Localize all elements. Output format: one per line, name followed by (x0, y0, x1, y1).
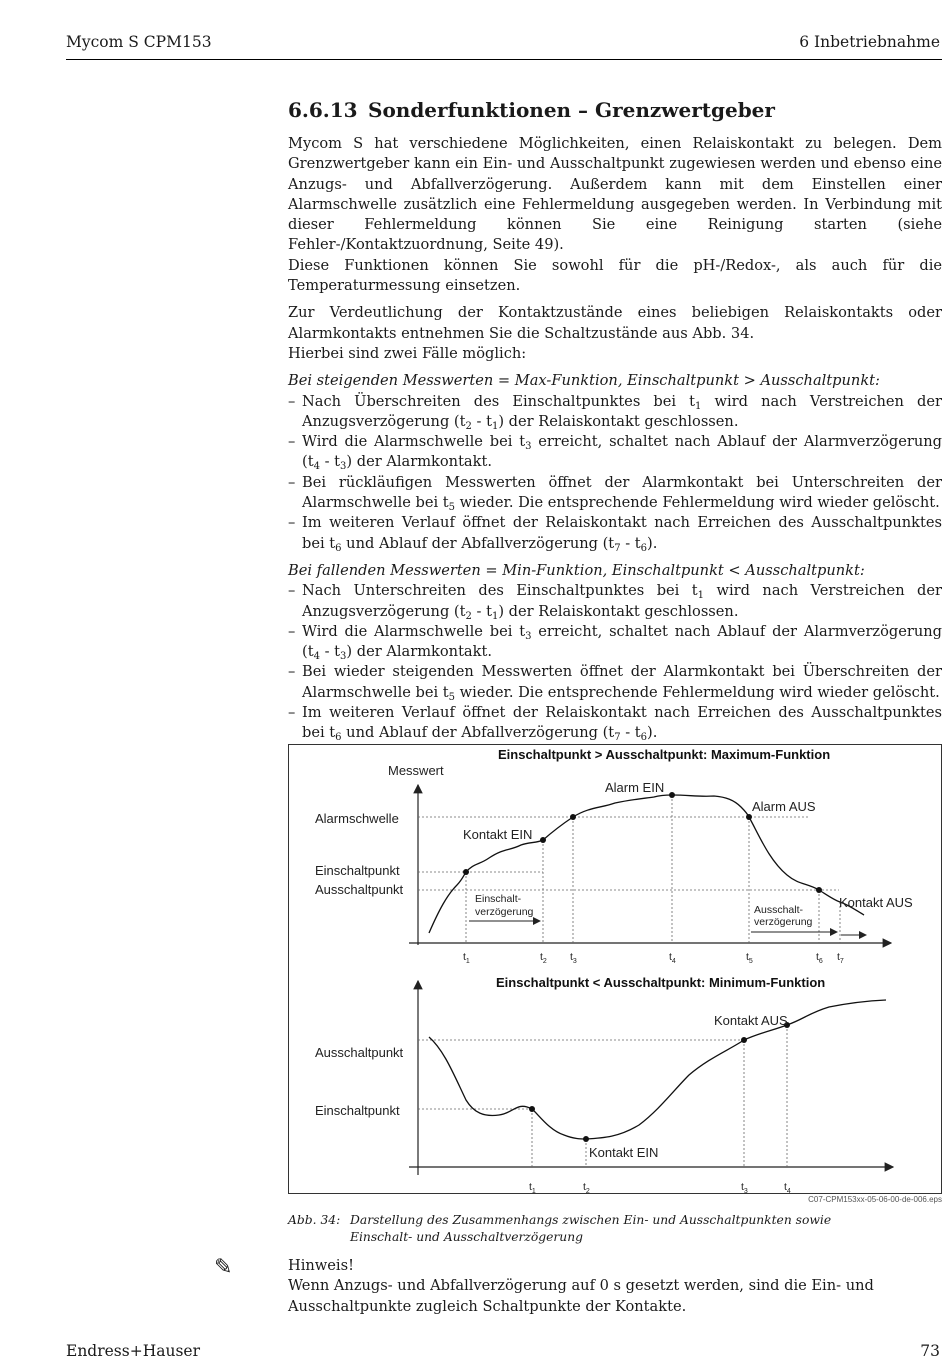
kontakt-ein-label-bottom: Kontakt EIN (589, 1145, 659, 1160)
tick-t5-top: $t_5$ (746, 951, 753, 965)
tick-t2-top: $t_2$ (540, 951, 547, 965)
case-min-title: Bei fallenden Messwerten = Min-Funktion, Einschaltpunkt < Ausschaltpunkt: (288, 561, 865, 579)
list-item: – Nach Überschreiten des Einschaltpunktes bei $t_1$ wird nach Verstreichen der Anzugsverzögerung $(t_2 - t_1)$ der Relaiskontakt geschlossen. (288, 392, 942, 433)
kontakt-aus-label-bottom: Kontakt AUS (714, 1013, 788, 1028)
tick-t2-bottom: $t_2$ (583, 1181, 590, 1195)
note-title: Hinweis! (288, 1257, 354, 1274)
bottom-measurement-curve (429, 1000, 886, 1139)
caption-text: Darstellung des Zusammenhangs zwischen Ein- und Ausschaltpunkten sowie Einschalt- und Ausschaltverzögerung (350, 1213, 832, 1244)
footer-company: Endress+Hauser (66, 1342, 200, 1360)
list-item: – Im weiteren Verlauf öffnet der Relaiskontakt nach Erreichen des Ausschaltpunktes bei $t_6$ und Ablauf der Abfallverzögerung $(t_7 - t_6)$. (288, 513, 942, 554)
einschaltpunkt-label-bottom: Einschaltpunkt (315, 1103, 400, 1118)
header-chapter: 6 Inbetriebnahme (799, 33, 940, 51)
body-text (288, 134, 942, 744)
footer-page-number: 73 (920, 1342, 940, 1360)
case-min-list (288, 581, 942, 743)
kontakt-ein-label-top: Kontakt EIN (463, 827, 533, 842)
ausschaltverzoegerung-label-2: verzögerung (754, 916, 813, 928)
caption-label: Abb. 34: (288, 1213, 341, 1227)
tick-t7-top: $t_7$ (837, 951, 844, 965)
figure-file-id: C07-CPM153xx-05-06-00-de-006.eps (808, 1195, 942, 1204)
ausschaltpunkt-label-bottom: Ausschaltpunkt (315, 1045, 404, 1060)
tick-t1-bottom: $t_1$ (529, 1181, 536, 1195)
pencil-icon: ✎ (214, 1255, 233, 1280)
case-max-list (288, 392, 942, 554)
alarm-aus-label: Alarm AUS (752, 799, 816, 814)
alarmschwelle-label: Alarmschwelle (315, 811, 399, 826)
list-item: – Bei rückläufigen Messwerten öffnet der Alarmkontakt bei Unterschreiten der Alarmschwelle bei $t_5$ wieder. Die entsprechende Fehlermeldung wird wieder gelöscht. (288, 473, 942, 514)
tick-t6-top: $t_6$ (816, 951, 823, 965)
alarm-ein-label: Alarm EIN (605, 780, 665, 795)
header-rule (66, 59, 942, 60)
bottom-diagram-title: Einschaltpunkt < Ausschaltpunkt: Minimum-Funktion (496, 975, 826, 990)
list-item: – Bei wieder steigenden Messwerten öffnet der Alarmkontakt bei Überschreiten der Alarmschwelle bei $t_5$ wieder. Die entsprechende Fehlermeldung wird wieder gelöscht. (288, 662, 942, 703)
tick-t3-bottom: $t_3$ (741, 1181, 748, 1195)
paragraph-2b: Hierbei sind zwei Fälle möglich: (288, 344, 527, 362)
kontakt-aus-label-top: Kontakt AUS (839, 895, 913, 910)
einschaltverzoegerung-label-1: Einschalt- (475, 893, 522, 905)
section-heading (288, 98, 775, 122)
top-time-labels (463, 951, 844, 965)
einschaltpunkt-label-top: Einschaltpunkt (315, 863, 400, 878)
figure-caption (288, 1212, 888, 1245)
tick-t1-top: $t_1$ (463, 951, 470, 965)
header-document-title: Mycom S CPM153 (66, 33, 212, 51)
bottom-time-guides (532, 1025, 787, 1167)
bottom-time-labels (529, 1181, 791, 1195)
tick-t3-top: $t_3$ (570, 951, 577, 965)
list-item: – Im weiteren Verlauf öffnet der Relaiskontakt nach Erreichen des Ausschaltpunktes bei $t_6$ und Ablauf der Abfallverzögerung $(t_7 - t_6)$. (288, 703, 942, 744)
paragraph-2: Zur Verdeutlichung der Kontaktzustände eines beliebigen Relaiskontakts oder Alarmkontakts entnehmen Sie die Schaltzustände aus Abb. 34. (288, 304, 942, 342)
switching-diagram (289, 745, 943, 1195)
list-item: – Nach Unterschreiten des Einschaltpunktes bei $t_1$ wird nach Verstreichen der Anzugsverzögerung $(t_2 - t_1)$ der Relaiskontakt geschlossen. (288, 581, 942, 622)
list-item: – Wird die Alarmschwelle bei $t_3$ erreicht, schaltet nach Ablauf der Alarmverzögerung $(t_4 - t_3)$ der Alarmkontakt. (288, 622, 942, 663)
paragraph-1b: Diese Funktionen können Sie sowohl für die pH-/Redox-, als auch für die Temperaturmessung einsetzen. (288, 256, 942, 295)
section-number: 6.6.13 (288, 98, 358, 122)
ausschaltpunkt-label-top: Ausschaltpunkt (315, 882, 404, 897)
tick-t4-bottom: $t_4$ (784, 1181, 791, 1195)
figure-switching-diagram (288, 744, 942, 1194)
top-diagram-title: Einschaltpunkt > Ausschaltpunkt: Maximum-Funktion (498, 747, 831, 762)
tick-t4-top: $t_4$ (669, 951, 676, 965)
einschaltverzoegerung-label-2: verzögerung (475, 906, 534, 918)
case-max-title: Bei steigenden Messwerten = Max-Funktion, Einschaltpunkt > Ausschaltpunkt: (288, 372, 880, 390)
list-item: – Wird die Alarmschwelle bei $t_3$ erreicht, schaltet nach Ablauf der Alarmverzögerung $(t_4 - t_3)$ der Alarmkontakt. (288, 432, 942, 473)
section-title: Sonderfunktionen – Grenzwertgeber (368, 98, 775, 122)
ausschaltverzoegerung-label-1: Ausschalt- (754, 904, 804, 916)
note-box (288, 1256, 942, 1317)
messwert-label: Messwert (388, 763, 444, 778)
paragraph-1: Mycom S hat verschiedene Möglichkeiten, einen Relaiskontakt zu belegen. Dem Grenzwertgeber kann ein Ein- und Ausschaltpunkt zugewiesen werden und ebenso eine Anzugs- und Abfallverzögerung. Außerdem kann mit dem Einstellen einer Alarmschwelle zusätzlich eine Fehlermeldung ausgegeben werden. In Verbindung mit dieser Fehlermeldung können Sie eine Reinigung starten (siehe Fehler-/Kontaktzuordnung, Seite 49). (288, 135, 942, 254)
note-text: Wenn Anzugs- und Abfallverzögerung auf 0 s gesetzt werden, sind die Ein- und Ausschaltpunkte zugleich Schaltpunkte der Kontakte. (288, 1277, 874, 1315)
